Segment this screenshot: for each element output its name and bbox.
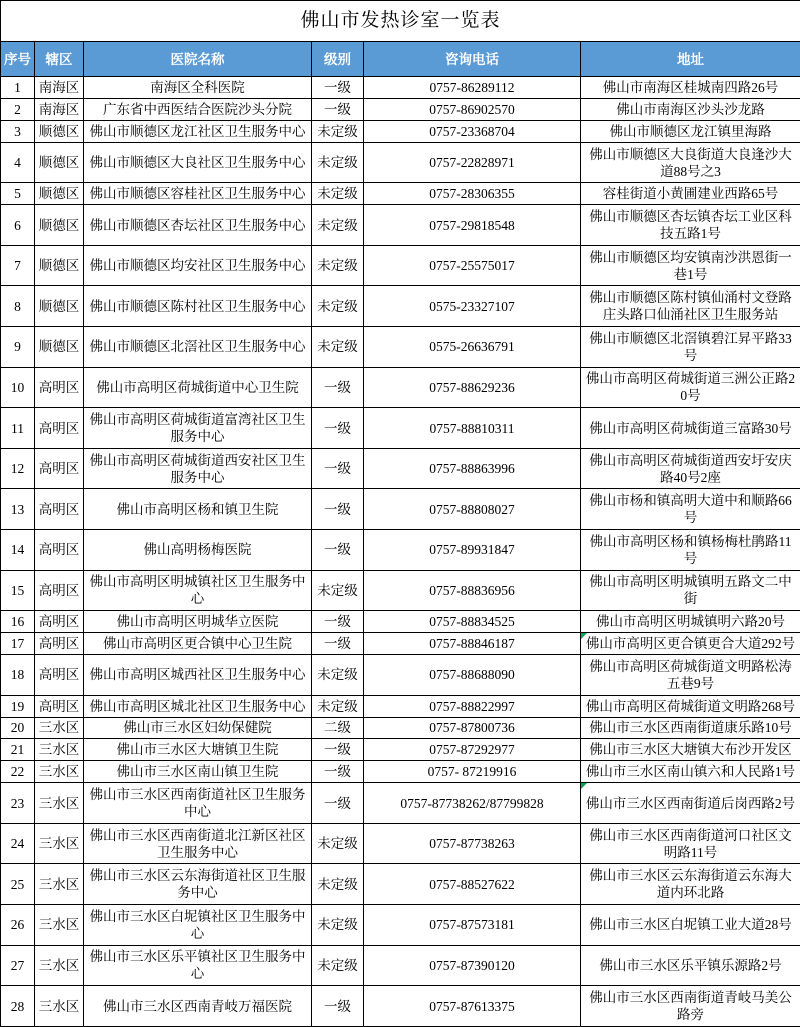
table-row (1, 205, 800, 246)
cell-no: 18 (1, 654, 35, 695)
cell-level: 一级 (312, 489, 364, 530)
table-row (1, 823, 800, 864)
col-header-level: 级别 (312, 42, 364, 77)
cell-district: 顺德区 (35, 327, 84, 368)
table-row (1, 695, 800, 717)
cell-phone: 0757-22828971 (364, 142, 581, 183)
cell-hospital-name: 佛山市顺德区杏坛社区卫生服务中心 (84, 205, 312, 246)
table-row (1, 783, 800, 824)
cell-district: 高明区 (35, 408, 84, 449)
cell-level: 一级 (312, 986, 364, 1027)
cell-address: 佛山市高明区荷城街道文明路松涛五巷9号 (581, 654, 800, 695)
cell-hospital-name: 佛山市三水区西南青岐万福医院 (84, 986, 312, 1027)
cell-address: 佛山市顺德区北滘镇碧江昇平路33号 (581, 327, 800, 368)
table-row (1, 986, 800, 1027)
cell-district: 顺德区 (35, 142, 84, 183)
cell-district: 三水区 (35, 945, 84, 986)
cell-phone: 0757-28306355 (364, 183, 581, 205)
cell-hospital-name: 南海区全科医院 (84, 77, 312, 99)
col-header-district: 辖区 (35, 42, 84, 77)
cell-no: 10 (1, 367, 35, 408)
cell-address: 佛山市三水区云东海街道云东海大道内环北路 (581, 864, 800, 905)
cell-address: 佛山市三水区西南街道后岗西路2号 (581, 783, 800, 824)
cell-district: 南海区 (35, 77, 84, 99)
cell-district: 三水区 (35, 761, 84, 783)
cell-address: 佛山市三水区白坭镇工业大道28号 (581, 905, 800, 946)
cell-address: 佛山市高明区荷城街道文明路268号 (581, 695, 800, 717)
cell-hospital-name: 佛山市三水区乐平镇社区卫生服务中心 (84, 945, 312, 986)
cell-district: 高明区 (35, 489, 84, 530)
cell-address: 佛山市高明区明城镇明五路文二中街 (581, 570, 800, 611)
cell-address: 佛山市高明区荷城街道三富路30号 (581, 408, 800, 449)
cell-hospital-name: 佛山市高明区荷城街道富湾社区卫生服务中心 (84, 408, 312, 449)
cell-hospital-name: 佛山市顺德区大良社区卫生服务中心 (84, 142, 312, 183)
cell-level: 一级 (312, 633, 364, 655)
header-row (1, 42, 800, 77)
cell-no: 11 (1, 408, 35, 449)
table-row (1, 367, 800, 408)
cell-no: 24 (1, 823, 35, 864)
cell-district: 三水区 (35, 783, 84, 824)
cell-phone: 0757-88836956 (364, 570, 581, 611)
cell-phone: 0757-88808027 (364, 489, 581, 530)
cell-no: 25 (1, 864, 35, 905)
cell-phone: 0757-88810311 (364, 408, 581, 449)
cell-level: 一级 (312, 529, 364, 570)
cell-level: 未定级 (312, 570, 364, 611)
cell-level: 一级 (312, 77, 364, 99)
cell-no: 3 (1, 120, 35, 142)
cell-no: 19 (1, 695, 35, 717)
cell-hospital-name: 佛山市高明区明城镇社区卫生服务中心 (84, 570, 312, 611)
cell-address: 佛山市三水区西南街道康乐路10号 (581, 717, 800, 739)
cell-district: 高明区 (35, 448, 84, 489)
cell-phone: 0757-86289112 (364, 77, 581, 99)
cell-phone: 0757-25575017 (364, 245, 581, 286)
cell-no: 28 (1, 986, 35, 1027)
cell-hospital-name: 佛山市顺德区容桂社区卫生服务中心 (84, 183, 312, 205)
cell-district: 三水区 (35, 905, 84, 946)
cell-no: 26 (1, 905, 35, 946)
cell-hospital-name: 佛山市高明区荷城街道中心卫生院 (84, 367, 312, 408)
cell-level: 未定级 (312, 142, 364, 183)
cell-level: 一级 (312, 367, 364, 408)
cell-district: 顺德区 (35, 245, 84, 286)
cell-address: 佛山市顺德区龙江镇里海路 (581, 120, 800, 142)
cell-level: 未定级 (312, 823, 364, 864)
cell-hospital-name: 佛山市顺德区北滘社区卫生服务中心 (84, 327, 312, 368)
table-row (1, 286, 800, 327)
cell-no: 12 (1, 448, 35, 489)
cell-phone: 0757-88527622 (364, 864, 581, 905)
cell-hospital-name: 佛山高明杨梅医院 (84, 529, 312, 570)
table-row (1, 183, 800, 205)
table-row (1, 77, 800, 99)
cell-hospital-name: 佛山市高明区杨和镇卫生院 (84, 489, 312, 530)
cell-address: 佛山市南海区沙头沙龙路 (581, 98, 800, 120)
cell-no: 13 (1, 489, 35, 530)
cell-level: 一级 (312, 408, 364, 449)
table-row (1, 570, 800, 611)
cell-no: 20 (1, 717, 35, 739)
cell-level: 一级 (312, 739, 364, 761)
cell-level: 未定级 (312, 327, 364, 368)
cell-level: 一级 (312, 611, 364, 633)
table-row (1, 945, 800, 986)
cell-phone: 0757-23368704 (364, 120, 581, 142)
cell-no: 6 (1, 205, 35, 246)
cell-level: 未定级 (312, 120, 364, 142)
table-row (1, 448, 800, 489)
cell-level: 未定级 (312, 695, 364, 717)
cell-address: 佛山市杨和镇高明大道中和顺路66号 (581, 489, 800, 530)
cell-no: 14 (1, 529, 35, 570)
cell-phone: 0757-87292977 (364, 739, 581, 761)
title-row (1, 1, 800, 42)
cell-district: 三水区 (35, 986, 84, 1027)
cell-hospital-name: 佛山市高明区明城华立医院 (84, 611, 312, 633)
cell-level: 未定级 (312, 905, 364, 946)
cell-no: 9 (1, 327, 35, 368)
cell-phone: 0757-88688090 (364, 654, 581, 695)
cell-level: 未定级 (312, 183, 364, 205)
cell-no: 27 (1, 945, 35, 986)
table-row (1, 245, 800, 286)
cell-no: 5 (1, 183, 35, 205)
cell-address: 佛山市三水区大塘镇大布沙开发区 (581, 739, 800, 761)
cell-hospital-name: 佛山市顺德区陈村社区卫生服务中心 (84, 286, 312, 327)
cell-district: 顺德区 (35, 120, 84, 142)
page-title: 佛山市发热诊室一览表 (1, 1, 800, 42)
table-row (1, 408, 800, 449)
cell-no: 17 (1, 633, 35, 655)
cell-district: 高明区 (35, 633, 84, 655)
cell-district: 顺德区 (35, 183, 84, 205)
cell-no: 8 (1, 286, 35, 327)
table-body (1, 77, 800, 1027)
cell-district: 三水区 (35, 823, 84, 864)
cell-phone: 0757-87573181 (364, 905, 581, 946)
cell-phone: 0757-87738263 (364, 823, 581, 864)
cell-hospital-name: 佛山市三水区云东海街道社区卫生服务中心 (84, 864, 312, 905)
cell-phone: 0757-29818548 (364, 205, 581, 246)
table-row (1, 142, 800, 183)
cell-hospital-name: 广东省中西医结合医院沙头分院 (84, 98, 312, 120)
table-row (1, 761, 800, 783)
cell-hospital-name: 佛山市高明区城北社区卫生服务中心 (84, 695, 312, 717)
table-row (1, 120, 800, 142)
cell-address: 佛山市三水区西南街道青岐马美公路旁 (581, 986, 800, 1027)
cell-no: 7 (1, 245, 35, 286)
cell-no: 23 (1, 783, 35, 824)
cell-address: 佛山市顺德区陈村镇仙涌村文登路庄头路口仙涌社区卫生服务站 (581, 286, 800, 327)
cell-no: 1 (1, 77, 35, 99)
cell-no: 15 (1, 570, 35, 611)
cell-level: 一级 (312, 761, 364, 783)
table-row (1, 739, 800, 761)
cell-district: 三水区 (35, 717, 84, 739)
cell-no: 22 (1, 761, 35, 783)
cell-address: 佛山市顺德区杏坛镇杏坛工业区科技五路1号 (581, 205, 800, 246)
table-row (1, 864, 800, 905)
cell-phone: 0757-86902570 (364, 98, 581, 120)
cell-level: 二级 (312, 717, 364, 739)
cell-phone: 0575-23327107 (364, 286, 581, 327)
cell-address: 佛山市高明区荷城街道西安圩安庆路40号2座 (581, 448, 800, 489)
cell-district: 顺德区 (35, 205, 84, 246)
col-header-hospital-name: 医院名称 (84, 42, 312, 77)
cell-level: 一级 (312, 448, 364, 489)
cell-hospital-name: 佛山市顺德区龙江社区卫生服务中心 (84, 120, 312, 142)
cell-address: 佛山市三水区南山镇六和人民路1号 (581, 761, 800, 783)
table-row (1, 654, 800, 695)
table-row (1, 717, 800, 739)
table-row (1, 611, 800, 633)
cell-district: 高明区 (35, 367, 84, 408)
cell-address: 佛山市高明区明城镇明六路20号 (581, 611, 800, 633)
cell-hospital-name: 佛山市高明区荷城街道西安社区卫生服务中心 (84, 448, 312, 489)
cell-district: 高明区 (35, 529, 84, 570)
table-row (1, 633, 800, 655)
cell-phone: 0757-89931847 (364, 529, 581, 570)
cell-hospital-name: 佛山市三水区西南街道北江新区社区卫生服务中心 (84, 823, 312, 864)
cell-hospital-name: 佛山市三水区南山镇卫生院 (84, 761, 312, 783)
cell-address: 佛山市三水区西南街道河口社区文明路11号 (581, 823, 800, 864)
cell-phone: 0757-88846187 (364, 633, 581, 655)
cell-address: 佛山市三水区乐平镇乐源路2号 (581, 945, 800, 986)
cell-address: 佛山市顺德区均安镇南沙洪恩街一巷1号 (581, 245, 800, 286)
cell-district: 高明区 (35, 611, 84, 633)
cell-level: 未定级 (312, 945, 364, 986)
cell-no: 21 (1, 739, 35, 761)
cell-phone: 0757- 87219916 (364, 761, 581, 783)
cell-address: 佛山市顺德区大良街道大良逢沙大道88号之3 (581, 142, 800, 183)
cell-hospital-name: 佛山市三水区大塘镇卫生院 (84, 739, 312, 761)
cell-phone: 0757-87800736 (364, 717, 581, 739)
cell-district: 三水区 (35, 864, 84, 905)
cell-phone: 0757-88822997 (364, 695, 581, 717)
cell-phone: 0757-87613375 (364, 986, 581, 1027)
cell-level: 一级 (312, 783, 364, 824)
cell-level: 一级 (312, 98, 364, 120)
cell-no: 2 (1, 98, 35, 120)
cell-district: 南海区 (35, 98, 84, 120)
cell-hospital-name: 佛山市顺德区均安社区卫生服务中心 (84, 245, 312, 286)
cell-phone: 0757-88629236 (364, 367, 581, 408)
cell-phone: 0575-26636791 (364, 327, 581, 368)
cell-district: 三水区 (35, 739, 84, 761)
cell-level: 未定级 (312, 654, 364, 695)
cell-district: 高明区 (35, 695, 84, 717)
table-row (1, 489, 800, 530)
col-header-address: 地址 (581, 42, 800, 77)
col-header-phone: 咨询电话 (364, 42, 581, 77)
cell-no: 4 (1, 142, 35, 183)
cell-address: 佛山市南海区桂城南四路26号 (581, 77, 800, 99)
cell-level: 未定级 (312, 245, 364, 286)
table-row (1, 905, 800, 946)
cell-level: 未定级 (312, 205, 364, 246)
cell-address: 容桂街道小黄圃建业西路65号 (581, 183, 800, 205)
cell-district: 高明区 (35, 570, 84, 611)
cell-phone: 0757-88834525 (364, 611, 581, 633)
cell-phone: 0757-87390120 (364, 945, 581, 986)
cell-no: 16 (1, 611, 35, 633)
cell-district: 顺德区 (35, 286, 84, 327)
cell-hospital-name: 佛山市三水区妇幼保健院 (84, 717, 312, 739)
cell-hospital-name: 佛山市高明区城西社区卫生服务中心 (84, 654, 312, 695)
cell-phone: 0757-88863996 (364, 448, 581, 489)
cell-address: 佛山市高明区更合镇更合大道292号 (581, 633, 800, 655)
table-row (1, 529, 800, 570)
cell-hospital-name: 佛山市三水区白坭镇社区卫生服务中心 (84, 905, 312, 946)
col-header-no: 序号 (1, 42, 35, 77)
cell-hospital-name: 佛山市三水区西南街道社区卫生服务中心 (84, 783, 312, 824)
cell-hospital-name: 佛山市高明区更合镇中心卫生院 (84, 633, 312, 655)
cell-level: 未定级 (312, 286, 364, 327)
cell-district: 高明区 (35, 654, 84, 695)
cell-level: 未定级 (312, 864, 364, 905)
cell-address: 佛山市高明区荷城街道三洲公正路20号 (581, 367, 800, 408)
cell-address: 佛山市高明区杨和镇杨梅杜鹃路11号 (581, 529, 800, 570)
table-row (1, 98, 800, 120)
table-row (1, 327, 800, 368)
cell-phone: 0757-87738262/87799828 (364, 783, 581, 824)
